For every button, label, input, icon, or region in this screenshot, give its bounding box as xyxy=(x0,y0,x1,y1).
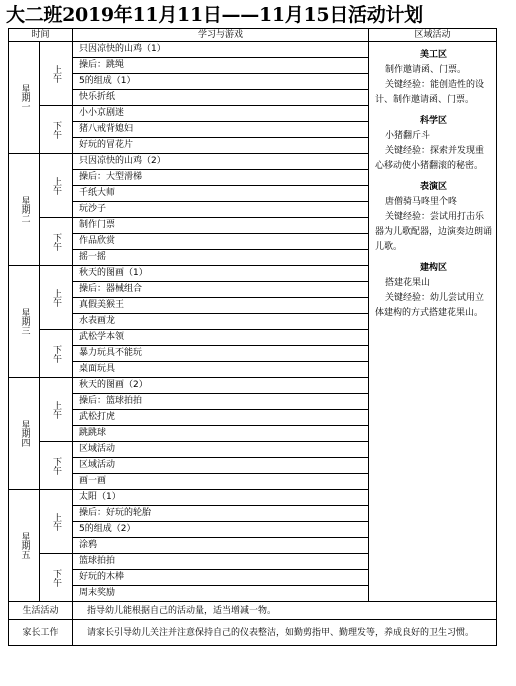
header-learning: 学习与游戏 xyxy=(73,29,369,42)
activity-item: 只因凉快的山鸡（2） xyxy=(73,154,369,170)
activity-item: 只因凉快的山鸡（1） xyxy=(73,42,369,58)
activity-item: 操后：好玩的轮胎 xyxy=(73,506,369,522)
activity-item: 操后：大型滑梯 xyxy=(73,170,369,186)
afternoon-label: 下午 xyxy=(40,330,73,378)
page-title: 大二班2019年11月11日——11月15日活动计划 xyxy=(6,4,423,26)
activity-item: 区域活动 xyxy=(73,442,369,458)
day-label: 星期一 xyxy=(9,42,40,154)
region-name: 美工区 xyxy=(420,50,448,60)
activity-item: 作品欣赏 xyxy=(73,234,369,250)
activity-item: 小小京剧迷 xyxy=(73,106,369,122)
life-label: 生活活动 xyxy=(9,602,73,620)
activity-item: 秋天的图画（1） xyxy=(73,266,369,282)
region-text: 关键经验：能创造性的设计、制作邀请函、门票。 xyxy=(375,80,485,105)
afternoon-label: 下午 xyxy=(40,106,73,154)
afternoon-label: 下午 xyxy=(40,442,73,490)
morning-label: 上午 xyxy=(40,266,73,330)
activity-item: 涂鸦 xyxy=(73,538,369,554)
activity-item: 5的组成（1） xyxy=(73,74,369,90)
morning-label: 上午 xyxy=(40,378,73,442)
activity-item: 区域活动 xyxy=(73,458,369,474)
activity-item: 5的组成（2） xyxy=(73,522,369,538)
activity-item: 周末奖励 xyxy=(73,586,369,602)
header-region: 区域活动 xyxy=(369,29,497,42)
afternoon-label: 下午 xyxy=(40,554,73,602)
header-time: 时间 xyxy=(9,29,73,42)
schedule-table xyxy=(8,28,497,646)
activity-item: 武松打虎 xyxy=(73,410,369,426)
activity-row xyxy=(9,42,497,58)
region-text: 小猪翻斤斗 xyxy=(385,131,431,141)
region-activities xyxy=(369,42,497,602)
life-row xyxy=(9,602,497,620)
activity-item: 操后：器械组合 xyxy=(73,282,369,298)
activity-item: 跳跳球 xyxy=(73,426,369,442)
parent-text: 请家长引导幼儿关注并注意保持自己的仪表整洁，如勤剪指甲、勤理发等，养成良好的卫生习惯。 xyxy=(73,620,497,646)
activity-item: 猪八戒背媳妇 xyxy=(73,122,369,138)
activity-item: 操后：跳绳 xyxy=(73,58,369,74)
day-label: 星期四 xyxy=(9,378,40,490)
activity-item: 操后：篮球拍拍 xyxy=(73,394,369,410)
region-text: 关键经验：探索并发现重心移动使小猪翻滚的秘密。 xyxy=(375,146,485,171)
region-name: 建构区 xyxy=(420,263,448,273)
activity-item: 千纸大师 xyxy=(73,186,369,202)
morning-label: 上午 xyxy=(40,490,73,554)
afternoon-label: 下午 xyxy=(40,218,73,266)
activity-item: 暴力玩具不能玩 xyxy=(73,346,369,362)
day-label: 星期三 xyxy=(9,266,40,378)
region-name: 科学区 xyxy=(420,116,448,126)
activity-item: 篮球拍拍 xyxy=(73,554,369,570)
activity-item: 真假美猴王 xyxy=(73,298,369,314)
region-text: 制作邀请函、门票。 xyxy=(385,65,467,75)
activity-item: 玩沙子 xyxy=(73,202,369,218)
morning-label: 上午 xyxy=(40,154,73,218)
day-label: 星期五 xyxy=(9,490,40,602)
region-text: 关键经验：幼儿尝试用立体建构的方式搭建花果山。 xyxy=(375,293,485,318)
activity-item: 太阳（1） xyxy=(73,490,369,506)
activity-item: 水表画龙 xyxy=(73,314,369,330)
activity-item: 好玩的冒花片 xyxy=(73,138,369,154)
morning-label: 上午 xyxy=(40,42,73,106)
activity-item: 制作门票 xyxy=(73,218,369,234)
parent-row xyxy=(9,620,497,646)
day-label: 星期二 xyxy=(9,154,40,266)
activity-item: 好玩的木棒 xyxy=(73,570,369,586)
parent-label: 家长工作 xyxy=(9,620,73,646)
activity-item: 桌面玩具 xyxy=(73,362,369,378)
region-text: 唐僧骑马咚里个咚 xyxy=(385,197,458,207)
activity-item: 摇一摇 xyxy=(73,250,369,266)
region-text: 搭建花果山 xyxy=(385,278,431,288)
life-text: 指导幼儿能根据自己的活动量，适当增减一物。 xyxy=(73,602,497,620)
activity-item: 快乐折纸 xyxy=(73,90,369,106)
activity-item: 秋天的图画（2） xyxy=(73,378,369,394)
activity-item: 画一画 xyxy=(73,474,369,490)
region-text: 关键经验：尝试用打击乐器为儿歌配器，边演奏边朗诵儿歌。 xyxy=(375,212,493,252)
header-row xyxy=(9,29,497,42)
region-name: 表演区 xyxy=(420,182,448,192)
activity-item: 武松学本领 xyxy=(73,330,369,346)
